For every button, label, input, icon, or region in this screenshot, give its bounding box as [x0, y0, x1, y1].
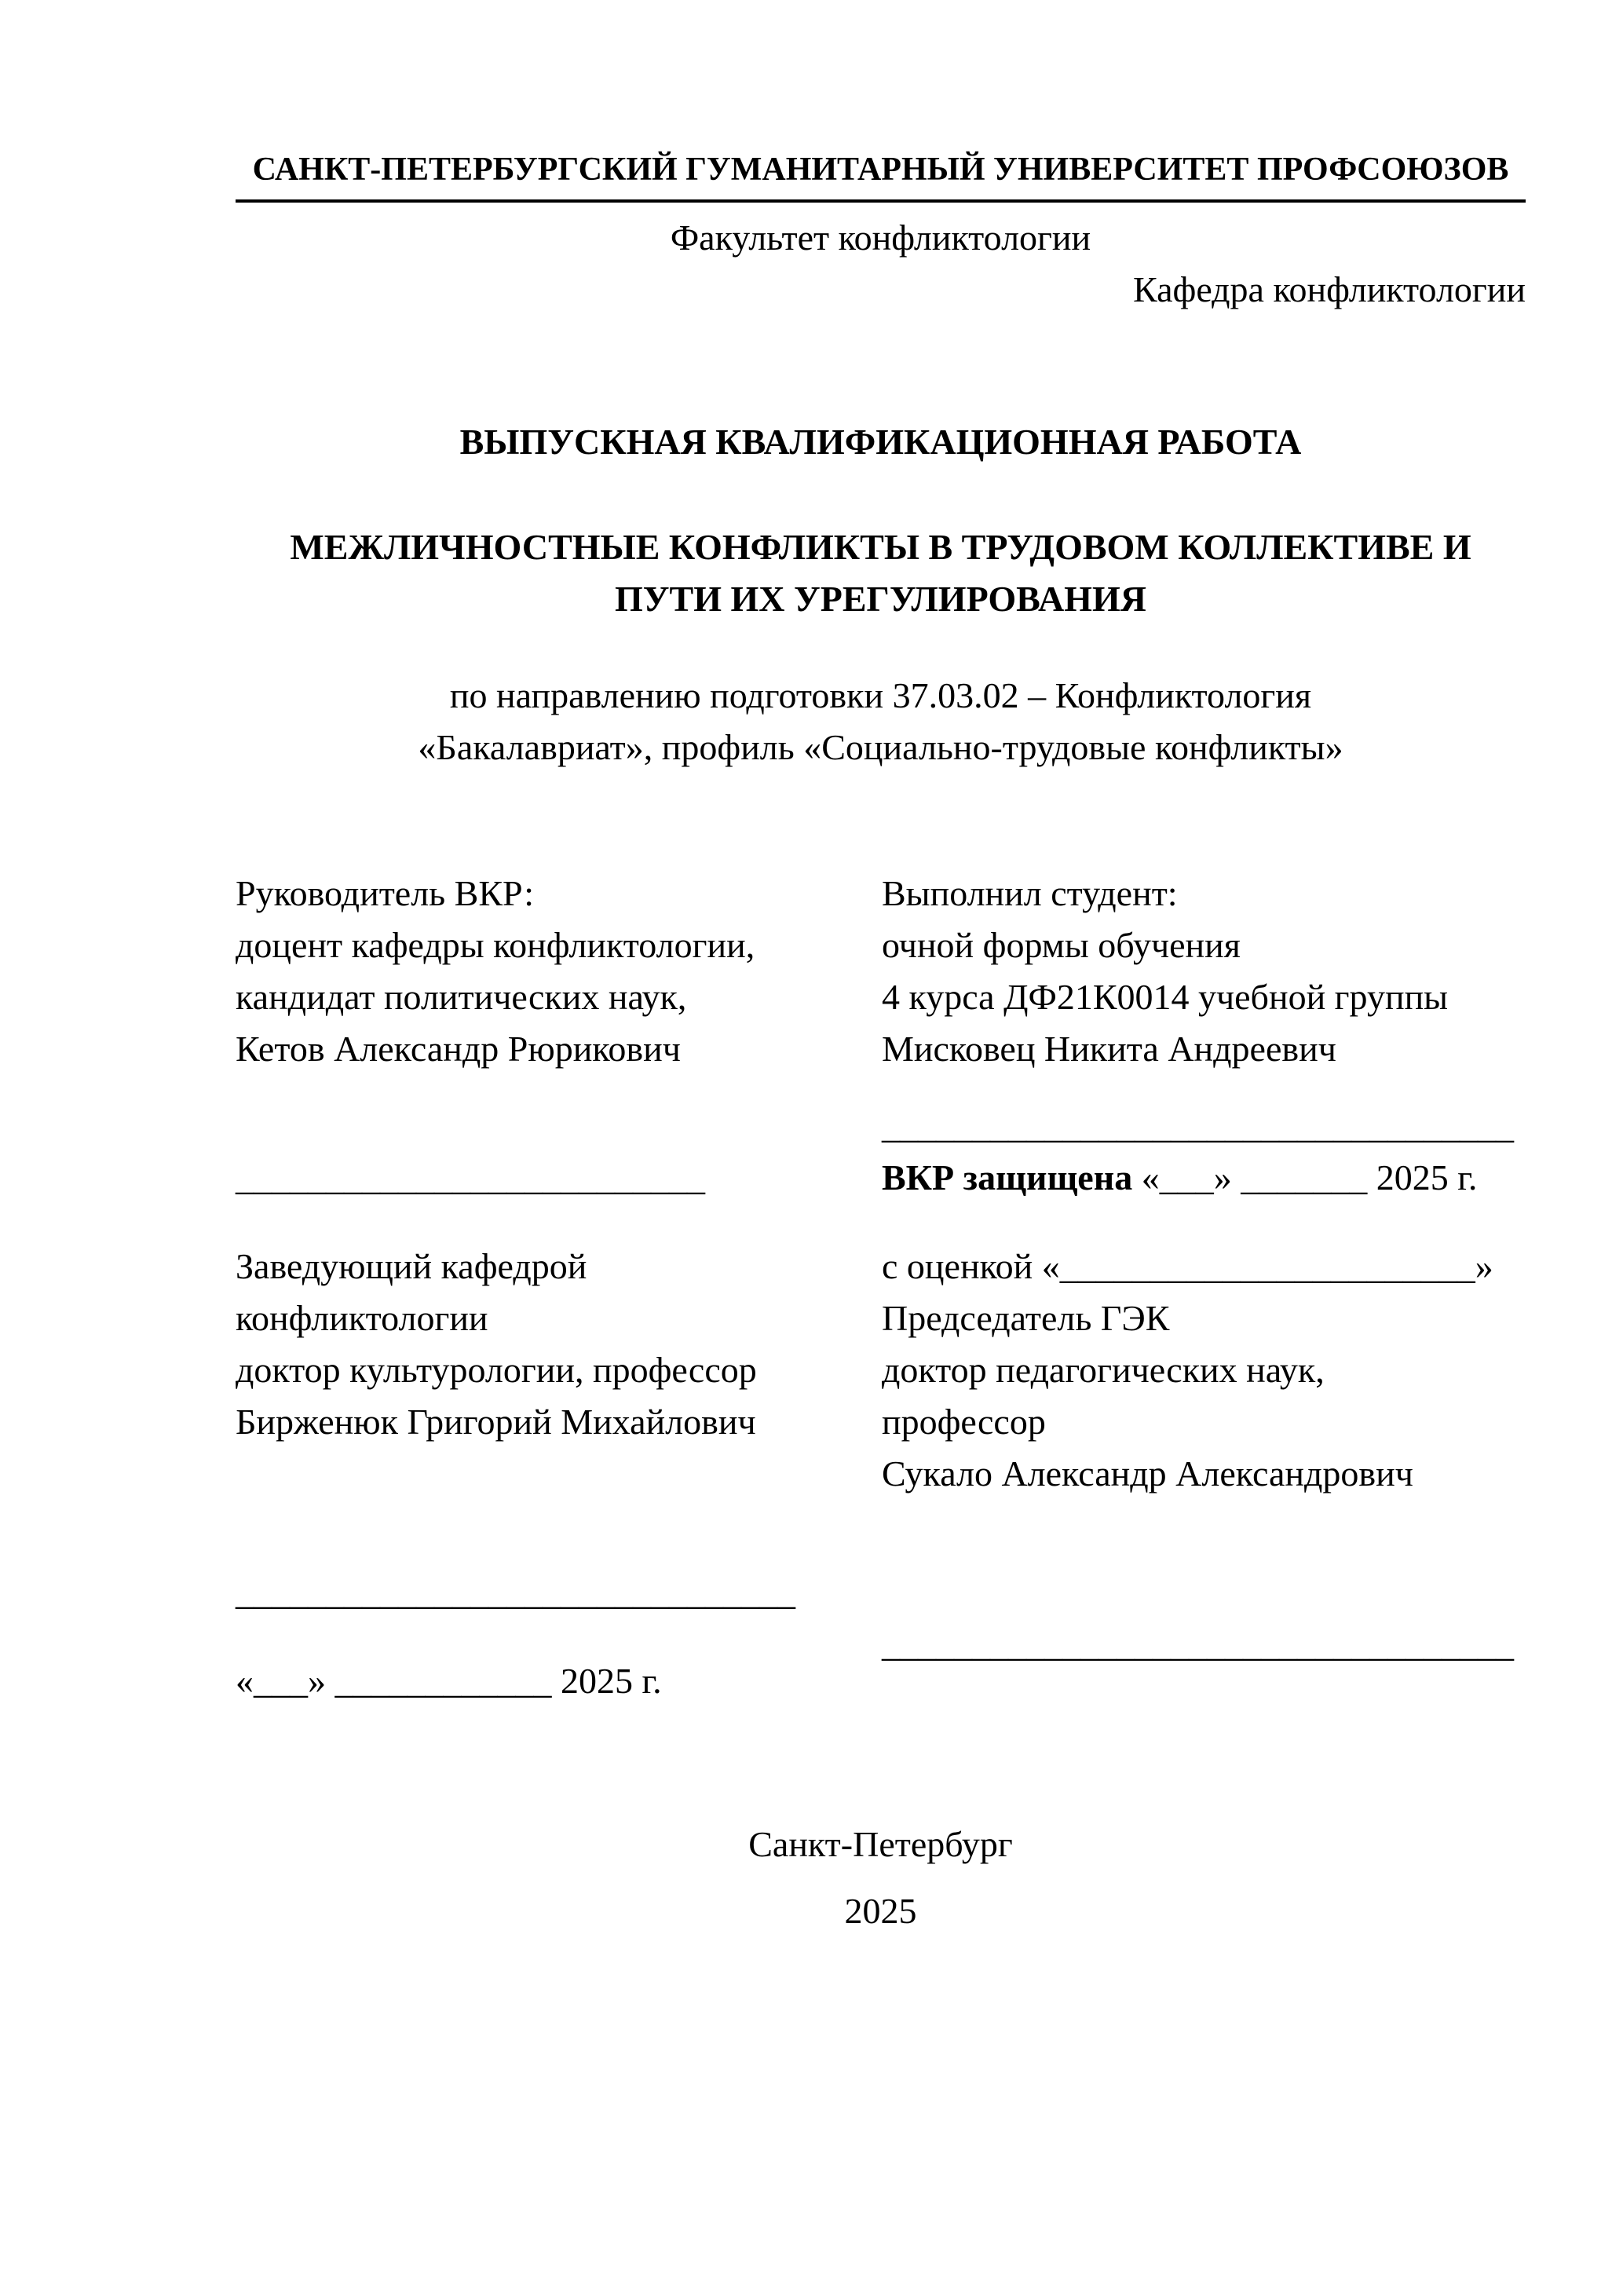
supervisor-signature-line: __________________________ [236, 1157, 705, 1197]
department-name: Кафедра конфликтологии [1133, 269, 1526, 309]
student-study-form: очной формы обучения [882, 925, 1241, 965]
head-title-line-2: конфликтологии [236, 1298, 488, 1338]
thesis-topic [236, 521, 1526, 625]
student-group: 4 курса ДФ21К0014 учебной группы [882, 977, 1449, 1017]
program-direction-line: по направлению подготовки 37.03.02 – Конфликтология [449, 675, 1312, 715]
student-signature-line: ___________________________________ [882, 1106, 1514, 1146]
city-name: Санкт-Петербург [748, 1824, 1013, 1864]
program-info [236, 670, 1526, 773]
thesis-topic-line-1: МЕЖЛИЧНОСТНЫЕ КОНФЛИКТЫ В ТРУДОВОМ КОЛЛЕКТИВЕ И [290, 527, 1471, 567]
signatories-section [236, 868, 1526, 1707]
left-column [236, 868, 864, 1707]
head-name: Бирженюк Григорий Михайлович [236, 1402, 756, 1442]
supervisor-name: Кетов Александр Рюрикович [236, 1029, 681, 1069]
head-title-line-1: Заведующий кафедрой [236, 1246, 587, 1286]
faculty-name: Факультет конфликтологии [670, 218, 1091, 258]
thesis-topic-line-2: ПУТИ ИХ УРЕГУЛИРОВАНИЯ [615, 579, 1146, 619]
date-line: «___» ____________ 2025 г. [236, 1661, 662, 1701]
defended-line [882, 1152, 1526, 1204]
committee-chair-name: Сукало Александр Александрович [882, 1453, 1413, 1493]
program-profile-line: «Бакалавриат», профиль «Социально-трудовые конфликты» [418, 727, 1343, 767]
work-type-heading: ВЫПУСКНАЯ КВАЛИФИКАЦИОННАЯ РАБОТА [459, 422, 1302, 462]
head-degree: доктор культурологии, профессор [236, 1350, 757, 1390]
defended-label: ВКР защищена [882, 1157, 1133, 1197]
committee-chair-label: Председатель ГЭК [882, 1298, 1170, 1338]
supervisor-label: Руководитель ВКР: [236, 873, 535, 913]
defended-date-blank: «___» _______ 2025 г. [1132, 1157, 1478, 1197]
year: 2025 [844, 1891, 917, 1931]
right-column [882, 868, 1526, 1670]
university-name: САНКТ-ПЕТЕРБУРГСКИЙ ГУМАНИТАРНЫЙ УНИВЕРСИТЕТ ПРОФСОЮЗОВ [236, 149, 1526, 203]
committee-chair-title: профессор [882, 1402, 1046, 1442]
head-signature-line: _______________________________ [236, 1572, 795, 1612]
grade-line: с оценкой «_______________________» [882, 1246, 1493, 1286]
student-label: Выполнил студент: [882, 873, 1178, 913]
student-name: Мисковец Никита Андреевич [882, 1029, 1336, 1069]
supervisor-position: доцент кафедры конфликтологии, [236, 925, 755, 965]
committee-chair-degree: доктор педагогических наук, [882, 1350, 1325, 1390]
supervisor-degree: кандидат политических наук, [236, 977, 687, 1017]
committee-signature-line: ___________________________________ [882, 1624, 1514, 1664]
